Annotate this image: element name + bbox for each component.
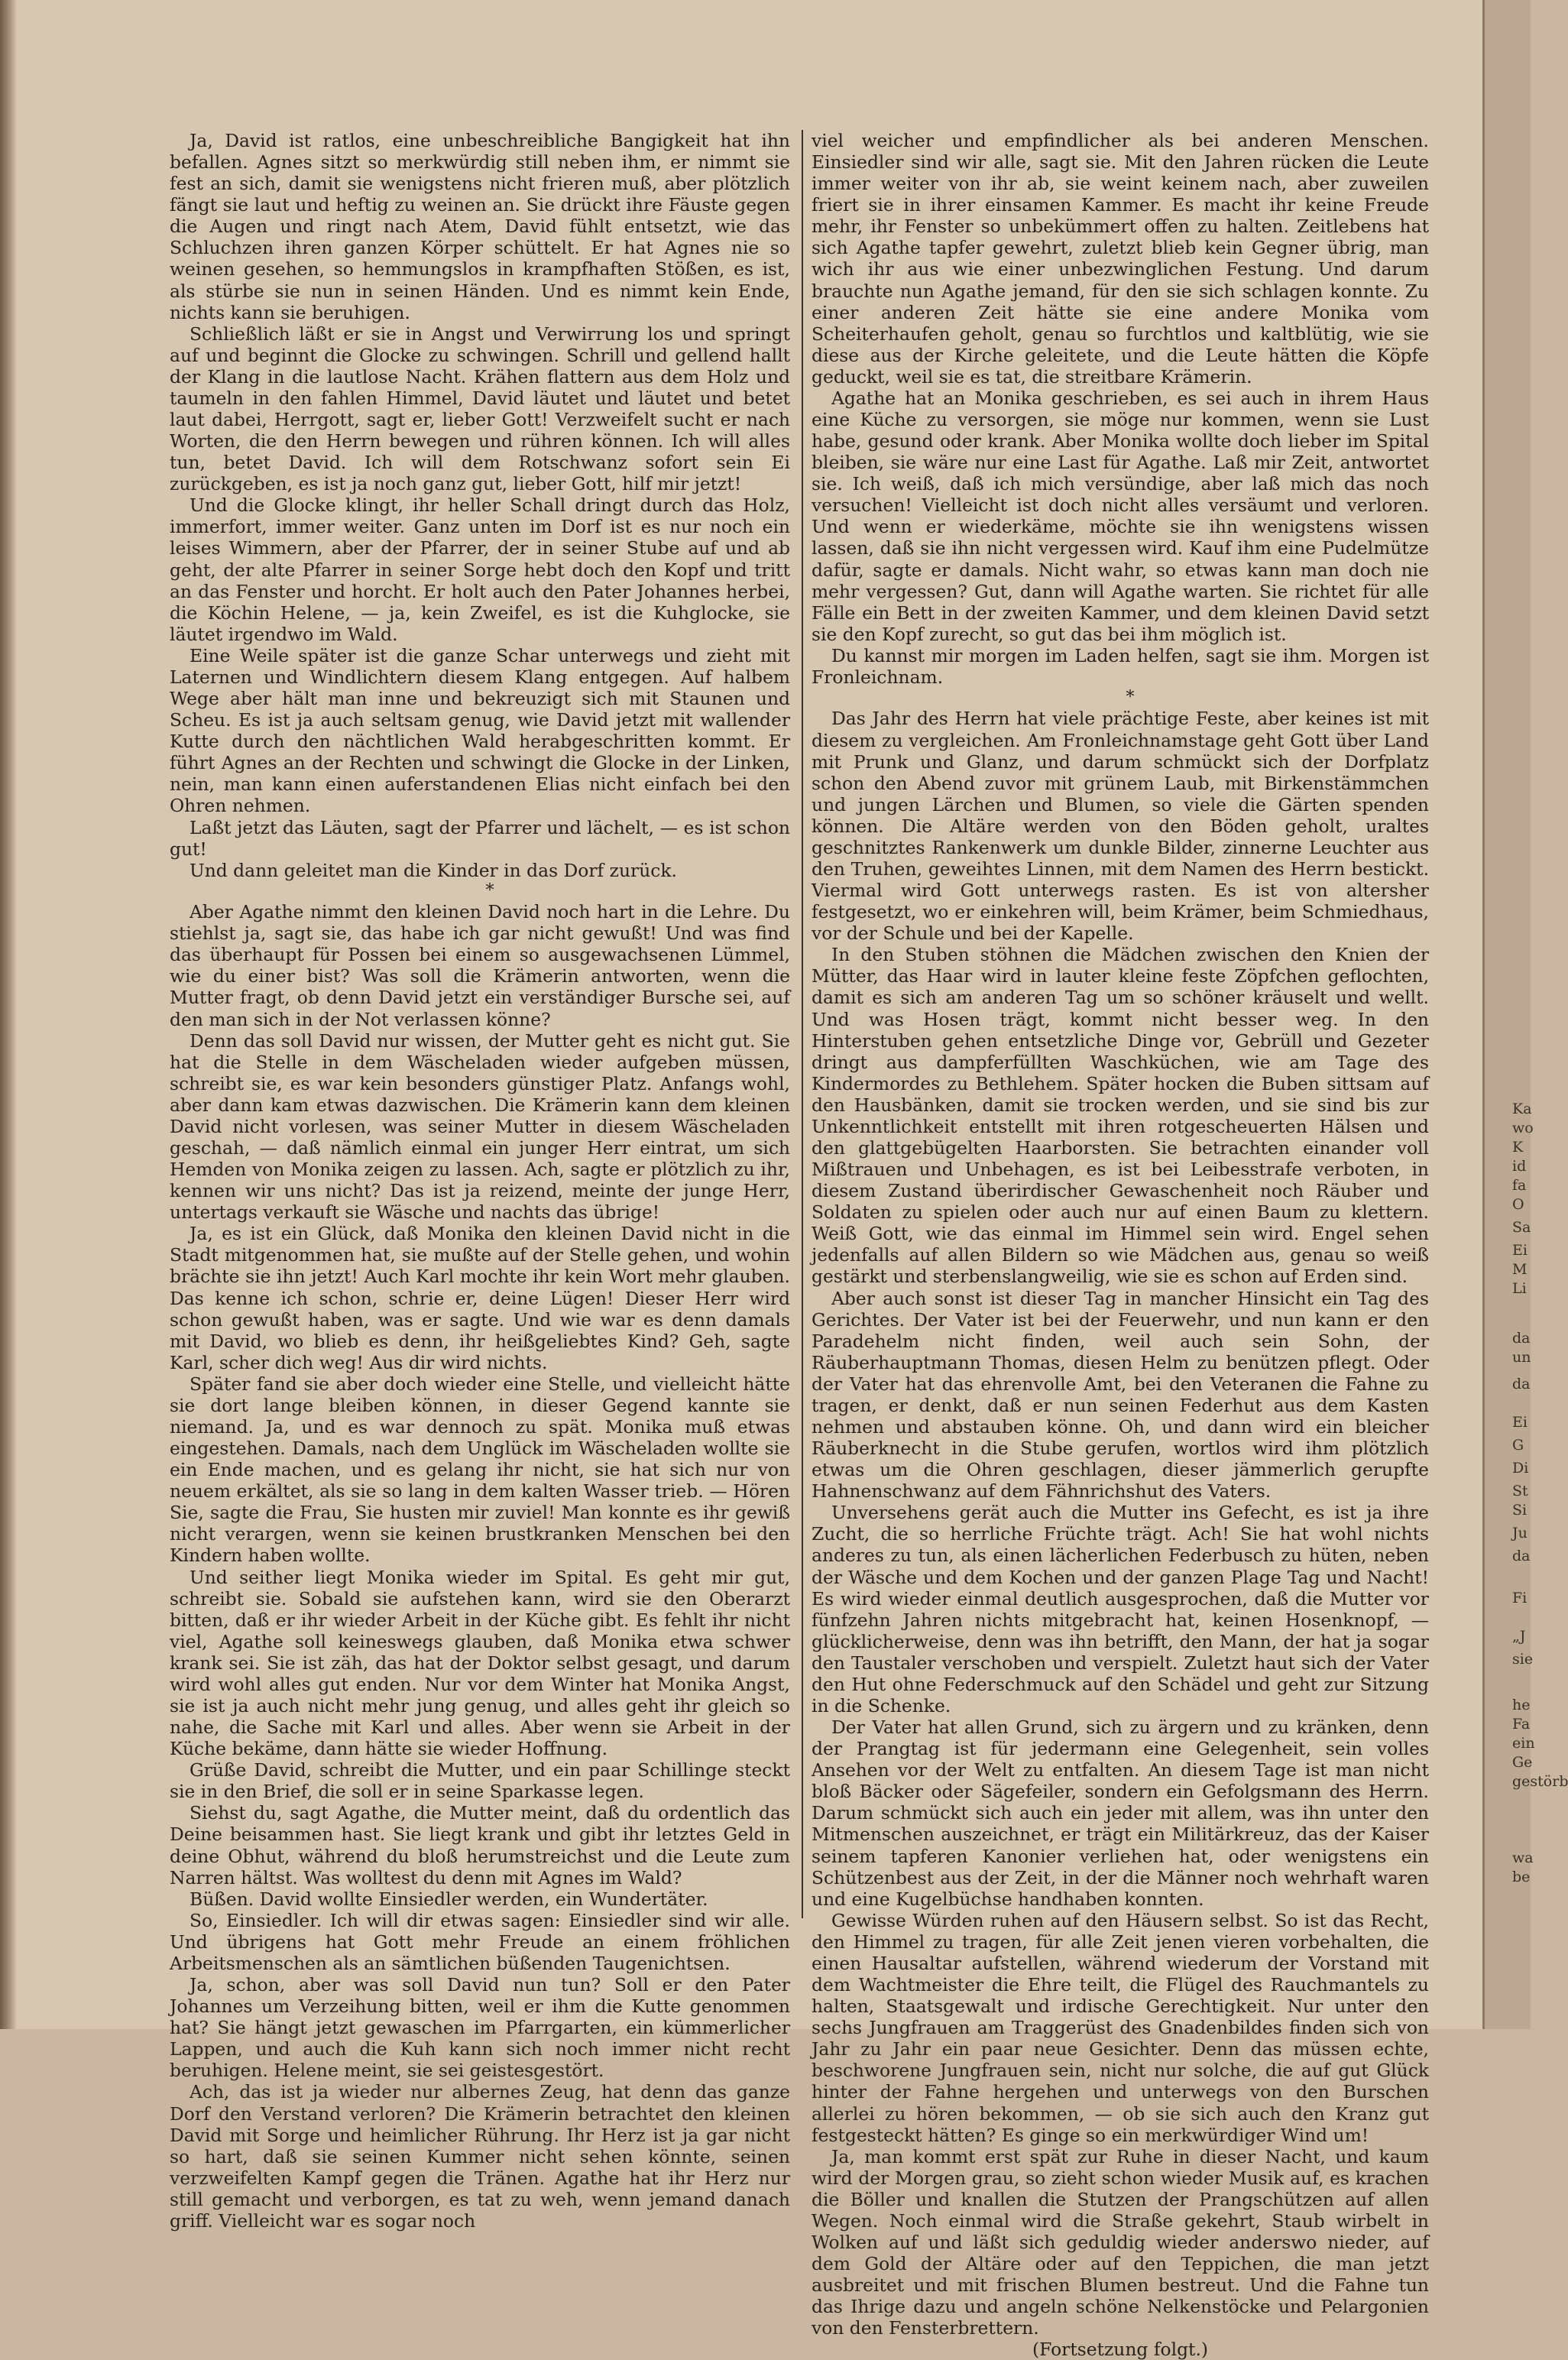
edge-fragment: Sa <box>1512 1219 1531 1236</box>
column-divider-rule <box>802 130 803 1918</box>
left-text-column <box>170 130 790 2232</box>
edge-fragment: ein <box>1512 1735 1535 1752</box>
edge-fragment: Ei <box>1512 1242 1528 1259</box>
left-paragraph: Laßt jetzt das Läuten, sagt der Pfarrer und lächelt, — es ist schon gut! <box>170 816 790 860</box>
right-paragraph: Gewisse Würden ruhen auf den Häusern selbst. So ist das Recht, den Himmel zu tragen, für alle Zeit jenen vieren vorbehalten, die einen Hausaltar aufstellen, während wiederum der Vorstand mit dem Wachtmeister die Ehre teilt, die Flügel des Rauchmantels zu halten, Staatsgewalt und irdische Gerechtigkeit. Nur unter den sechs Jungfrauen am Traggerüst des Gnadenbildes finden sich von Jahr zu Jahr ein paar neue Gesichter. Denn das müssen echte, beschworene Jungfrauen sein, nicht nur solche, die auf gut Glück hinter der Fahne hergehen und unterwegs von den Burschen allerlei zu hören bekommen, — ob sie sich auch den Kranz gut festgesteckt hätten? Es ginge so ein merkwürdiger Wind um! <box>812 1909 1429 2146</box>
edge-fragment: be <box>1512 1869 1531 1885</box>
edge-fragment: da <box>1512 1330 1531 1347</box>
edge-fragment: Li <box>1512 1280 1527 1297</box>
adjacent-page-edge <box>1482 0 1568 2029</box>
left-paragraph: Ja, es ist ein Glück, daß Monika den kleinen David nicht in die Stadt mitgenommen hat, sie mußte auf der Stelle gehen, und wohin brächte sie ihn jetzt! Auch Karl mochte ihr kein Wort mehr glauben. Das kenne ich schon, schrie er, deine Lügen! Dieser Herr wird schon gewußt haben, was er sagte. Und wie war es denn damals mit David, wo blieb es denn, ihr heißgeliebtes Kind? Geh, sagte Karl, scher dich weg! Aus dir wird nichts. <box>170 1223 790 1373</box>
edge-fragment: da <box>1512 1548 1531 1564</box>
page-binding-shadow <box>0 0 17 2029</box>
left-paragraph: Büßen. David wollte Einsiedler werden, ein Wundertäter. <box>190 1888 708 1910</box>
left-paragraph: Und dann geleitet man die Kinder in das Dorf zurück. <box>190 859 677 881</box>
edge-fragment: un <box>1512 1349 1531 1366</box>
edge-fragment: gestörb <box>1512 1773 1568 1790</box>
left-paragraph: Später fand sie aber doch wieder eine Stelle, und vielleicht hätte sie dort lange bleiben können, in dieser Gegend kannte sie niemand. Ja, und es war dennoch zu spät. Monika muß etwas eingestehen. Damals, nach dem Unglück im Wäscheladen wollte sie ein Ende machen, und es gelang ihr nicht, sie hat sich nur von neuem erkältet, als sie so lang in dem kalten Wasser trieb. — Hören Sie, sagte die Frau, Sie husten mir zuviel! Man konnte es ihr gewiß nicht verargen, wenn sie keinen brustkranken Menschen bei den Kindern haben wollte. <box>170 1373 790 1567</box>
right-paragraph: Ja, man kommt erst spät zur Ruhe in dieser Nacht, und kaum wird der Morgen grau, so zieht schon wieder Musik auf, es krachen die Böller und knallen die Stutzen der Prangschützen auf allen Wegen. Noch einmal wird die Straße gekehrt, Staub wirbelt in Wolken auf und läßt sich geduldig wieder anderswo nieder, auf dem Gold der Altäre oder auf den Teppichen, die man jetzt ausbreitet und mit frischen Blumen bestreut. Und die Fahne tun das Ihrige dazu und angeln schöne Nelkenstöcke und Pelargonien von den Fensterbrettern. <box>812 2145 1429 2339</box>
edge-fragment: M <box>1512 1261 1528 1278</box>
left-paragraph: Schließlich läßt er sie in Angst und Verwirrung los und springt auf und beginnt die Glocke zu schwingen. Schrill und gellend hallt der Klang in die lautlose Nacht. Krähen flattern aus dem Holz und taumeln in den fahlen Himmel, David läutet und läutet und betet laut dabei, Herrgott, sagt er, lieber Gott! Verzweifelt sucht er nach Worten, die den Herrn bewegen und rühren können. Ich will alles tun, betet David. Ich will dem Rotschwanz sofort sein Ei zurückgeben, es ist ja noch ganz gut, lieber Gott, hilf mir jetzt! <box>170 323 790 495</box>
edge-fragment: he <box>1512 1697 1531 1713</box>
edge-fragment: wa <box>1512 1849 1534 1866</box>
left-paragraph: Ja, schon, aber was soll David nun tun? Soll er den Pater Johannes um Verzeihung bitten, weil er ihm die Kutte genommen hat? Sie hängt jetzt gewaschen im Pfarrgarten, ein kümmerlicher Lappen, und auch die Kuh kann sich noch immer nicht recht beruhigen. Helene meint, sie sei geistesgestört. <box>170 1974 790 2082</box>
left-paragraph: Ach, das ist ja wieder nur albernes Zeug, hat denn das ganze Dorf den Verstand verloren? Die Krämerin betrachtet den kleinen David mit Sorge und heimlicher Rührung. Ihr Herz ist ja gar nicht so hart, daß sie seinen Kummer nicht sehen könnte, seinen verzweifelten Kampf gegen die Tränen. Agathe hat ihr Herz nur still gemacht und verborgen, es tat zu weh, wenn jemand danach griff. Vielleicht war es sogar noch <box>170 2081 790 2232</box>
left-paragraph: Eine Weile später ist die ganze Schar unterwegs und zieht mit Laternen und Windlichtern diesem Klang entgegen. Auf halbem Wege aber hält man inne und bekreuzigt sich mit Staunen und Scheu. Es ist ja auch seltsam genug, wie David jetzt mit wallender Kutte durch den nächtlichen Wald herabgeschritten kommt. Er führt Agnes an der Rechten und schwingt die Glocke in der Linken, nein, man kann einen auferstandenen Elias nicht einfach bei den Ohren nehmen. <box>170 644 790 817</box>
left-paragraph: Siehst du, sagt Agathe, die Mutter meint, daß du ordentlich das Deine beisammen hast. Sie liegt krank und gibt ihr letztes Geld in deine Obhut, während du bloß herumstreichst und die Leute zum Narren hältst. Was wolltest du denn mit Agnes im Wald? <box>170 1802 790 1888</box>
edge-fragment: G <box>1512 1437 1524 1454</box>
section-divider-star: * <box>1126 688 1135 708</box>
left-paragraph: Und die Glocke klingt, ihr heller Schall dringt durch das Holz, immerfort, immer weiter. Ganz unten im Dorf ist es nur noch ein leises Wimmern, aber der Pfarrer, der in seiner Stube auf und ab geht, der alte Pfarrer in seiner Sorge hebt doch den Kopf und tritt an das Fenster und horcht. Er holt auch den Pater Johannes herbei, die Köchin Helene, — ja, kein Zweifel, es ist die Kuhglocke, sie läutet irgendwo im Wald. <box>170 494 790 645</box>
right-paragraph: Der Vater hat allen Grund, sich zu ärgern und zu kränken, denn der Prangtag ist für jedermann eine Gelegenheit, sein volles Ansehen vor der Welt zu entfalten. An diesem Tage ist man nicht bloß Bäcker oder Sägefeiler, sondern ein Gefolgsmann des Herrn. Darum schmückt sich auch ein jeder mit allem, was ihn unter den Mitmenschen auszeichnet, er trägt ein Militärkreuz, das der Kaiser seinem tapferen Kanonier verliehen hat, oder wenigstens ein Schützenbest aus der Zeit, in der die Männer noch wehrhaft waren und eine Kugelbüchse handhaben konnten. <box>812 1717 1429 1910</box>
edge-fragment: St <box>1512 1483 1528 1499</box>
edge-fragment: Fa <box>1512 1716 1531 1733</box>
edge-fragment: Ei <box>1512 1414 1528 1431</box>
edge-fragment: Ge <box>1512 1754 1533 1771</box>
left-paragraph: Aber Agathe nimmt den kleinen David noch hart in die Lehre. Du stiehlst ja, sagt sie, das habe ich gar nicht gewußt! Und was find das überhaupt für Possen bei einem so ausgewachsenen Lümmel, wie du einer bist? Was soll die Krämerin antworten, wenn die Mutter fragt, ob denn David jetzt ein verständiger Bursche sei, auf den man sich in der Not verlassen könne? <box>170 901 790 1030</box>
left-paragraph: Denn das soll David nur wissen, der Mutter geht es nicht gut. Sie hat die Stelle in dem Wäscheladen wieder aufgeben müssen, schreibt sie, es war kein besonders günstiger Platz. Anfangs wohl, aber dann kam etwas dazwischen. Die Krämerin kann dem kleinen David nicht vorlesen, was seiner Mutter in diesem Wäscheladen geschah, — daß nämlich einmal ein junger Herr eintrat, um sich Hemden von Monika zeigen zu lassen. Ach, sagte er plötzlich zu ihr, kennen wir uns nicht? Das ist ja reizend, meinte der junge Herr, untertags verkauft sie Wäsche und nachts das übrige! <box>170 1029 790 1224</box>
right-paragraph: Agathe hat an Monika geschrieben, es sei auch in ihrem Haus eine Küche zu versorgen, sie möge nur kommen, wenn sie Lust habe, gesund oder krank. Aber Monika wollte doch lieber im Spital bleiben, sie wäre nur eine Last für Agathe. Laß mir Zeit, antwortet sie. Ich weiß, daß ich mich versündige, aber laß mich das noch versuchen! Vielleicht ist doch nicht alles versäumt und verloren. Und wenn er wiederkäme, möchte sie ihn wenigstens wissen lassen, daß sie ihn nicht vergessen wird. Kauf ihm eine Pudelmütze dafür, sagte er damals. Nicht wahr, so etwas kann man doch nie mehr vergessen? Gut, dann will Agathe warten. Sie richtet für alle Fälle ein Bett in der zweiten Kammer, und dem kleinen David setzt sie den Kopf zurecht, so gut das bei ihm möglich ist. <box>812 387 1429 645</box>
edge-fragment: O <box>1512 1196 1524 1213</box>
left-paragraph: So, Einsiedler. Ich will dir etwas sagen: Einsiedler sind wir alle. Und übrigens hat Gott mehr Freude an einem fröhlichen Arbeitsmenschen als an sämtlichen büßenden Taugenichtsen. <box>170 1909 790 1974</box>
edge-fragment: Ka <box>1512 1101 1532 1117</box>
edge-fragment: da <box>1512 1376 1531 1392</box>
continued-note: (Fortsetzung folgt.) <box>1032 2339 1208 2360</box>
section-divider-star: * <box>485 880 494 900</box>
edge-fragment: wo <box>1512 1120 1534 1136</box>
left-paragraph: Ja, David ist ratlos, eine unbeschreibliche Bangigkeit hat ihn befallen. Agnes sitzt so merkwürdig still neben ihm, er nimmt sie fest an sich, damit sie wenigstens nicht frieren muß, aber plötzlich fängt sie laut und heftig zu weinen an. Sie drückt ihre Fäuste gegen die Augen und ringt nach Atem, David fühlt entsetzt, wie das Schluchzen ihren ganzen Körper schüttelt. Er hat Agnes nie so weinen gesehen, so hemmungslos in krampfhaften Stößen, es ist, als stürbe sie nun in seinen Händen. Und es nimmt kein Ende, nichts kann sie beruhigen. <box>170 130 790 323</box>
right-paragraph: Das Jahr des Herrn hat viele prächtige Feste, aber keines ist mit diesem zu vergleichen. Am Fronleichnamstage geht Gott über Land mit Prunk und Glanz, und darum schmückt sich der Dorfplatz schon den Abend zuvor mit grünem Laub, mit Birkenstämmchen und jungen Lärchen und Blumen, so viele die Gärten spenden können. Die Altäre werden von den Böden geholt, uraltes geschnitztes Rankenwerk um dunkle Bilder, zinnerne Leuchter aus den Truhen, geweihtes Linnen, mit dem Namen des Herrn bestickt. Viermal wird Gott unterwegs rasten. Es ist von altersher festgesetzt, wo er einkehren will, beim Krämer, beim Schmiedhaus, vor der Schule und bei der Kapelle. <box>812 708 1429 945</box>
edge-fragment: fa <box>1512 1177 1527 1194</box>
left-paragraph: Und seither liegt Monika wieder im Spital. Es geht mir gut, schreibt sie. Sobald sie aufstehen kann, wird sie den Oberarzt bitten, daß er ihr wieder Arbeit in der Küche gibt. Es fehlt ihr nicht viel, Agathe soll keineswegs glauben, daß Monika etwa schwer krank sei. Sie ist zäh, das hat der Doktor selbst gesagt, und darum wird wohl alles gut enden. Nur vor dem Winter hat Monika Angst, sie ist ja auch nicht mehr jung genug, und alles geht ihr gleich so nahe, die Sache mit Karl und alles. Aber wenn sie Arbeit in der Küche bekäme, dann hätte sie wieder Hoffnung. <box>170 1566 790 1760</box>
edge-fragment: sie <box>1512 1651 1534 1668</box>
edge-fragment: id <box>1512 1158 1527 1175</box>
right-text-column <box>812 130 1429 2360</box>
edge-fragment: „J <box>1512 1628 1526 1645</box>
edge-fragment: Si <box>1512 1502 1528 1519</box>
edge-fragment: Ju <box>1512 1525 1528 1541</box>
right-paragraph: In den Stuben stöhnen die Mädchen zwischen den Knien der Mütter, das Haar wird in lauter kleine feste Zöpfchen geflochten, damit es sich am anderen Tag um so schöner kräuselt und wellt. Und was Hosen trägt, kommt nicht besser weg. In den Hinterstuben gehen entsetzliche Dinge vor, Gebrüll und Gezeter dringt aus dampferfüllten Waschküchen, wie am Tage des Kindermordes zu Bethlehem. Später hocken die Buben sittsam auf den Hausbänken, damit sie trocken werden, und sie sind bis zur Unkenntlichkeit entstellt mit ihren rotgescheuerten Hälsen und den glattgebügelten Haarborsten. Sie betrachten einander voll Mißtrauen und Unbehagen, es ist bei Leibesstrafe verboten, in diesem Zustand überirdischer Gewaschenheit noch Räuber und Soldaten zu spielen oder auch nur auf einen Baum zu klettern. Weiß Gott, wie das einmal im Himmel sein wird. Engel sehen jedenfalls auf allen Bildern so wie Mädchen aus, genau so weiß gestärkt und sterbenslangweilig, wie sie es schon auf Erden sind. <box>812 944 1429 1288</box>
edge-fragment: Fi <box>1512 1590 1528 1606</box>
left-paragraph: Grüße David, schreibt die Mutter, und ein paar Schillinge steckt sie in den Brief, die soll er in seine Sparkasse legen. <box>170 1759 790 1803</box>
right-paragraph: Unversehens gerät auch die Mutter ins Gefecht, es ist ja ihre Zucht, die so herrliche Früchte trägt. Ach! Sie hat wohl nichts anderes zu tun, als einen lächerlichen Federbusch zu hüten, neben der Wäsche und dem Kochen und der ganzen Plage Tag und Nacht! Es wird wieder einmal deutlich ausgesprochen, daß die Mutter vor fünfzehn Jahren nichts mitgebracht hat, keinen Hosenknopf, — glücklicherweise, denn was ihn betrifft, den Mann, der hat ja sogar den Taustaler verschoben und verspielt. Zuletzt haut sich der Vater den Hut ohne Federschmuck auf den Schädel und geht zur Sitzung in die Schenke. <box>812 1502 1429 1717</box>
right-paragraph: Du kannst mir morgen im Laden helfen, sagt sie ihm. Morgen ist Fronleichnam. <box>812 644 1429 688</box>
right-paragraph: viel weicher und empfindlicher als bei anderen Menschen. Einsiedler sind wir alle, sagt sie. Mit den Jahren rücken die Leute immer weiter von ihr ab, sie weint keinem nach, aber zuweilen friert sie in ihrer einsamen Kammer. Es macht ihr keine Freude mehr, ihr Fenster so unbekümmert offen zu halten. Zeitlebens hat sich Agathe tapfer gewehrt, zuletzt blieb kein Gegner übrig, man wich ihr aus wie einer unbezwinglichen Festung. Und darum brauchte nun Agathe jemand, für den sie sich schlagen konnte. Zu einer anderen Zeit hätte sie eine andere Monika vom Scheiterhaufen geholt, genau so furchtlos und kaltblütig, wie sie diese aus der Kirche geleitete, und die Leute hätten die Köpfe geduckt, weil sie es tat, die streitbare Krämerin. <box>812 130 1429 387</box>
right-paragraph: Aber auch sonst ist dieser Tag in mancher Hinsicht ein Tag des Gerichtes. Der Vater ist bei der Feuerwehr, und nun kann er den Paradehelm nicht finden, weil auch sein Sohn, der Räuberhauptmann Thomas, diesen Helm zu benützen pflegt. Oder der Vater hat das ehrenvolle Amt, bei den Veteranen die Fahne zu tragen, er denkt, daß er nun seinen Federhut aus dem Kasten nehmen und abstauben könne. Oh, und dann wird ein bleicher Räuberknecht in die Stube gerufen, wortlos wird ihm plötzlich etwas um die Ohren geschlagen, dieser jämmerlich gerupfte Hahnenschwanz auf dem Fähnrichshut des Vaters. <box>812 1287 1429 1503</box>
edge-fragment: Di <box>1512 1460 1529 1477</box>
edge-fragment: K <box>1512 1139 1524 1156</box>
